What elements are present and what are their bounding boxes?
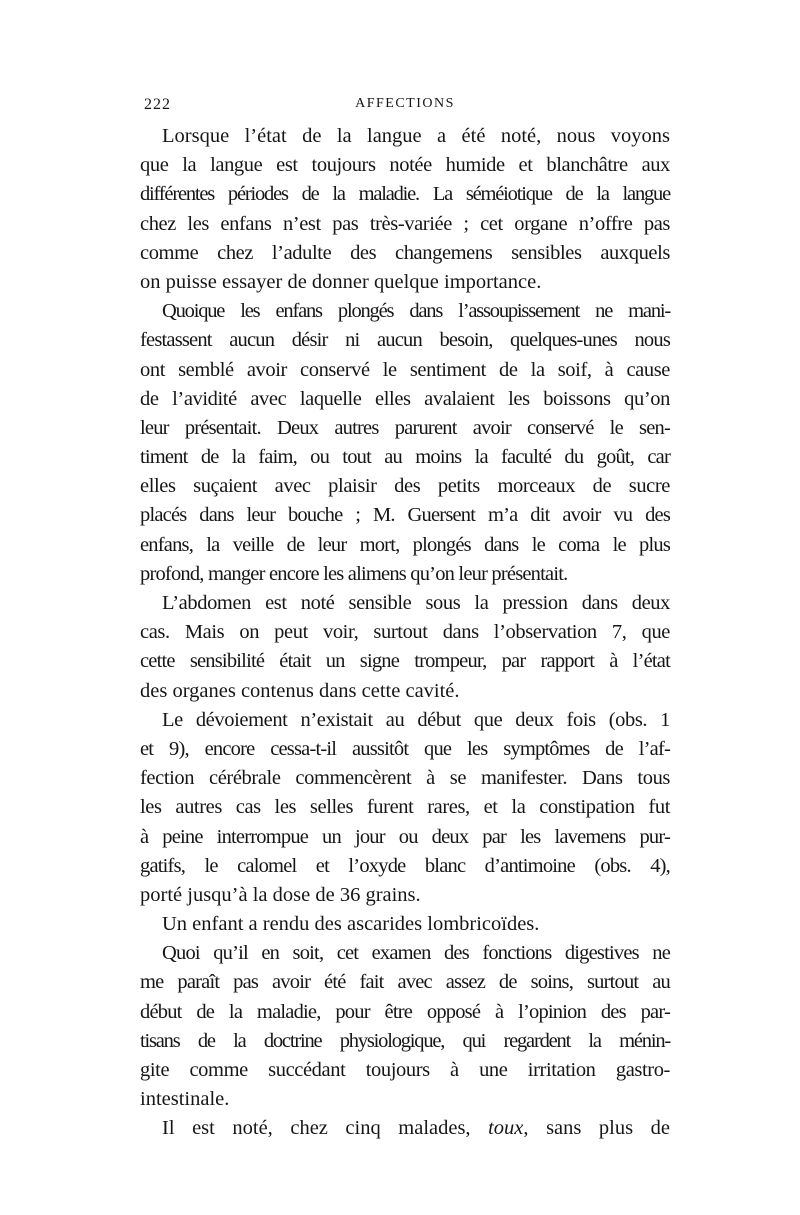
text-line: Quoique les enfans plongés dans l’assoupissement ne mani- [162, 300, 670, 323]
text-line: gite comme succédant toujours à une irritation gastro- [140, 1059, 670, 1081]
text-line: les autres cas les selles furent rares, et la constipation fut [140, 796, 670, 819]
text-line: ont semblé avoir conservé le sentiment de la soif, à cause [140, 358, 670, 381]
text-line: cette sensibilité était un signe trompeur, par rapport à l’état [140, 650, 670, 673]
text-fragment: , sans plus de [523, 1117, 670, 1140]
text-line: on puisse essayer de donner quelque importance. [140, 270, 542, 293]
text-line: intestinale. [140, 1088, 230, 1111]
text-line [140, 1114, 670, 1143]
text-line: à peine interrompue un jour ou deux par les lavemens pur- [140, 825, 670, 848]
italic-term: toux [488, 1117, 524, 1140]
text-line: et 9), encore cessa-t-il aussitôt que les symptômes de l’af- [140, 737, 670, 760]
text-line: enfans, la veille de leur mort, plongés dans le coma le plus [140, 533, 670, 556]
text-line: festassent aucun désir ni aucun besoin, quelques-unes nous [140, 329, 670, 352]
text-fragment: Il est noté, chez cinq malades, [162, 1117, 489, 1140]
text-line: me paraît pas avoir été fait avec assez de soins, surtout au [140, 971, 670, 994]
text-line: Le dévoiement n’existait au début que deux fois (obs. 1 [162, 708, 670, 731]
text-line: porté jusqu’à la dose de 36 grains. [140, 883, 421, 906]
text-line: Un enfant a rendu des ascarides lombricoïdes. [162, 913, 540, 936]
text-line: différentes périodes de la maladie. La séméiotique de la langue [140, 183, 670, 206]
text-line: leur présentait. Deux autres parurent avoir conservé le sen- [140, 416, 670, 439]
text-line: profond, manger encore les alimens qu’on leur présentait. [140, 562, 568, 585]
text-line: de l’avidité avec laquelle elles avalaient les boissons qu’on [140, 387, 670, 410]
text-line: comme chez l’adulte des changemens sensibles auxquels [140, 241, 670, 264]
text-line: elles suçaient avec plaisir des petits morceaux de sucre [140, 475, 670, 498]
text-line: tisans de la doctrine physiologique, qui regardent la ménin- [140, 1029, 670, 1052]
text-line: chez les enfans n’est pas très-variée ; cet organe n’offre pas [140, 212, 670, 235]
text-line: que la langue est toujours notée humide et blanchâtre aux [140, 154, 670, 177]
text-line: des organes contenus dans cette cavité. [140, 679, 460, 702]
page-number: 222 [144, 96, 171, 113]
text-line: placés dans leur bouche ; M. Guersent m’a dit avoir vu des [140, 504, 670, 527]
text-line: cas. Mais on peut voir, surtout dans l’observation 7, que [140, 621, 670, 644]
running-title: AFFECTIONS [355, 96, 455, 111]
text-line: fection cérébrale commencèrent à se manifester. Dans tous [140, 767, 670, 790]
text-line: L’abdomen est noté sensible sous la pression dans deux [162, 592, 670, 614]
text-line: timent de la faim, ou tout au moins la faculté du goût, car [140, 446, 670, 469]
text-line: Quoi qu’il en soit, cet examen des fonctions digestives ne [162, 942, 670, 965]
running-head [140, 96, 670, 118]
text-line: Lorsque l’état de la langue a été noté, nous voyons [162, 125, 670, 147]
text-line: début de la maladie, pour être opposé à l’opinion des par- [140, 1000, 670, 1023]
text-line: gatifs, le calomel et l’oxyde blanc d’antimoine (obs. 4), [140, 854, 670, 877]
body-text [140, 122, 670, 1144]
